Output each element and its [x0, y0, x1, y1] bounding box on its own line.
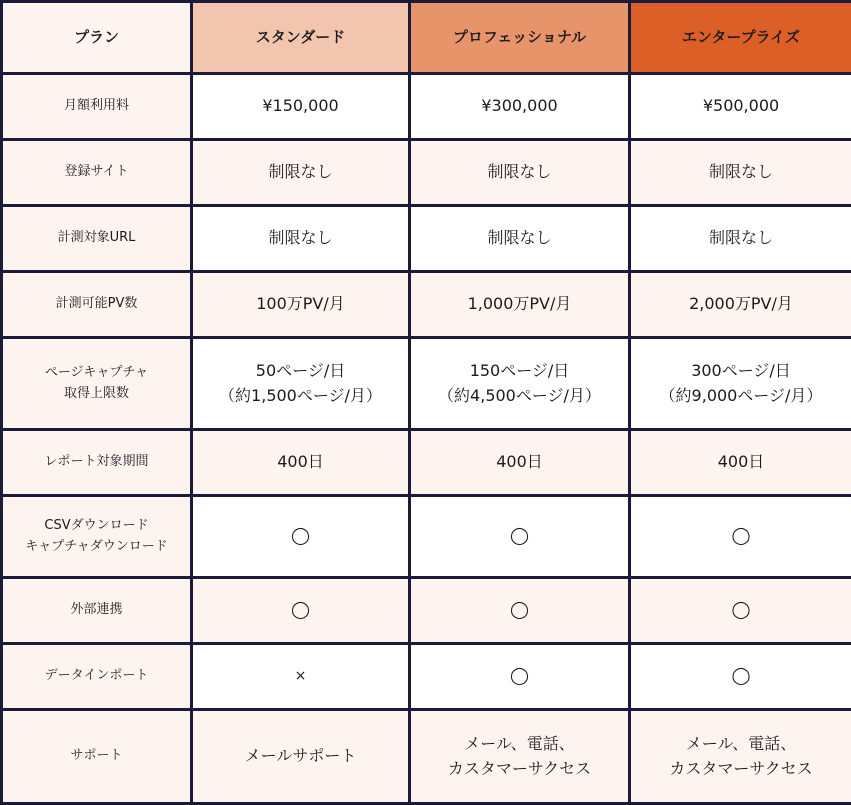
cell-value: メール、電話、: [417, 732, 622, 757]
cell-value: 制限なし: [637, 226, 845, 251]
cell-value: 制限なし: [199, 160, 402, 185]
cell-professional: [410, 140, 630, 206]
header-standard-plan: スタンダード: [192, 2, 410, 74]
header-plan-label: プラン: [2, 2, 192, 74]
cell-value: 400日: [637, 450, 845, 475]
cell-professional: [410, 206, 630, 272]
cell-professional: [410, 496, 630, 578]
cell-standard: [192, 578, 410, 644]
cell-enterprise: [630, 430, 851, 496]
row-external-integration: [2, 578, 851, 644]
row-label-line: サポート: [9, 746, 184, 766]
row-label-line: キャプチャダウンロード: [9, 537, 184, 557]
row-label: [2, 140, 192, 206]
row-label-line: 計測可能PV数: [9, 294, 184, 314]
cell-value: ¥300,000: [417, 94, 622, 119]
row-label-line: 月額利用料: [9, 96, 184, 116]
header-professional-plan: プロフェッショナル: [410, 2, 630, 74]
cell-value: 400日: [199, 450, 402, 475]
row-label-line: レポート対象期間: [9, 452, 184, 472]
availability-mark: ◯: [417, 597, 622, 623]
row-report-period: [2, 430, 851, 496]
row-label-line: 登録サイト: [9, 162, 184, 182]
cell-enterprise: [630, 206, 851, 272]
cell-value: メールサポート: [199, 744, 402, 769]
row-label-line: データインポート: [9, 666, 184, 686]
row-label: [2, 578, 192, 644]
cell-value: （約9,000ページ/月）: [637, 384, 845, 409]
cell-professional: [410, 74, 630, 140]
cell-professional: [410, 644, 630, 710]
row-label: [2, 272, 192, 338]
row-target-urls: [2, 206, 851, 272]
cell-standard: [192, 272, 410, 338]
availability-mark: ◯: [637, 523, 845, 549]
row-data-import: [2, 644, 851, 710]
row-label: [2, 74, 192, 140]
cell-value: 2,000万PV/月: [637, 292, 845, 317]
cell-value: 400日: [417, 450, 622, 475]
availability-mark: ◯: [417, 523, 622, 549]
availability-mark: ◯: [417, 663, 622, 689]
header-row: [2, 2, 851, 74]
cell-value: 300ページ/日: [637, 359, 845, 384]
cell-standard: [192, 74, 410, 140]
cell-value: 50ページ/日: [199, 359, 402, 384]
row-label: [2, 430, 192, 496]
row-label-line: ページキャプチャ: [9, 363, 184, 383]
cell-enterprise: [630, 578, 851, 644]
cell-enterprise: [630, 338, 851, 430]
cell-standard: [192, 710, 410, 804]
cell-professional: [410, 338, 630, 430]
cell-value: 制限なし: [199, 226, 402, 251]
cell-value: 100万PV/月: [199, 292, 402, 317]
row-label: [2, 710, 192, 804]
cell-professional: [410, 578, 630, 644]
row-monthly-fee: [2, 74, 851, 140]
row-label: [2, 644, 192, 710]
header-enterprise-plan: エンタープライズ: [630, 2, 851, 74]
cell-value: 150ページ/日: [417, 359, 622, 384]
row-label: [2, 496, 192, 578]
row-label-line: 計測対象URL: [9, 228, 184, 248]
cell-value: （約4,500ページ/月）: [417, 384, 622, 409]
availability-mark: ×: [199, 666, 402, 688]
cell-professional: [410, 272, 630, 338]
cell-value: ¥150,000: [199, 94, 402, 119]
availability-mark: ◯: [637, 597, 845, 623]
cell-professional: [410, 710, 630, 804]
cell-professional: [410, 430, 630, 496]
row-measurable-pv: [2, 272, 851, 338]
row-page-capture-limit: [2, 338, 851, 430]
cell-enterprise: [630, 644, 851, 710]
cell-enterprise: [630, 496, 851, 578]
cell-standard: [192, 206, 410, 272]
cell-value: カスタマーサクセス: [417, 757, 622, 782]
row-label: [2, 206, 192, 272]
row-label-line: 外部連携: [9, 600, 184, 620]
availability-mark: ◯: [199, 523, 402, 549]
availability-mark: ◯: [199, 597, 402, 623]
cell-enterprise: [630, 74, 851, 140]
cell-standard: [192, 338, 410, 430]
cell-value: 制限なし: [637, 160, 845, 185]
row-registered-sites: [2, 140, 851, 206]
cell-value: メール、電話、: [637, 732, 845, 757]
availability-mark: ◯: [637, 663, 845, 689]
cell-standard: [192, 496, 410, 578]
cell-value: ¥500,000: [637, 94, 845, 119]
cell-enterprise: [630, 272, 851, 338]
cell-value: カスタマーサクセス: [637, 757, 845, 782]
cell-standard: [192, 644, 410, 710]
cell-standard: [192, 140, 410, 206]
row-label: [2, 338, 192, 430]
cell-value: 1,000万PV/月: [417, 292, 622, 317]
cell-enterprise: [630, 710, 851, 804]
row-label-line: 取得上限数: [9, 384, 184, 404]
cell-value: 制限なし: [417, 160, 622, 185]
row-label-line: CSVダウンロード: [9, 516, 184, 536]
row-downloads: [2, 496, 851, 578]
cell-value: 制限なし: [417, 226, 622, 251]
row-support: [2, 710, 851, 804]
cell-standard: [192, 430, 410, 496]
cell-value: （約1,500ページ/月）: [199, 384, 402, 409]
cell-enterprise: [630, 140, 851, 206]
